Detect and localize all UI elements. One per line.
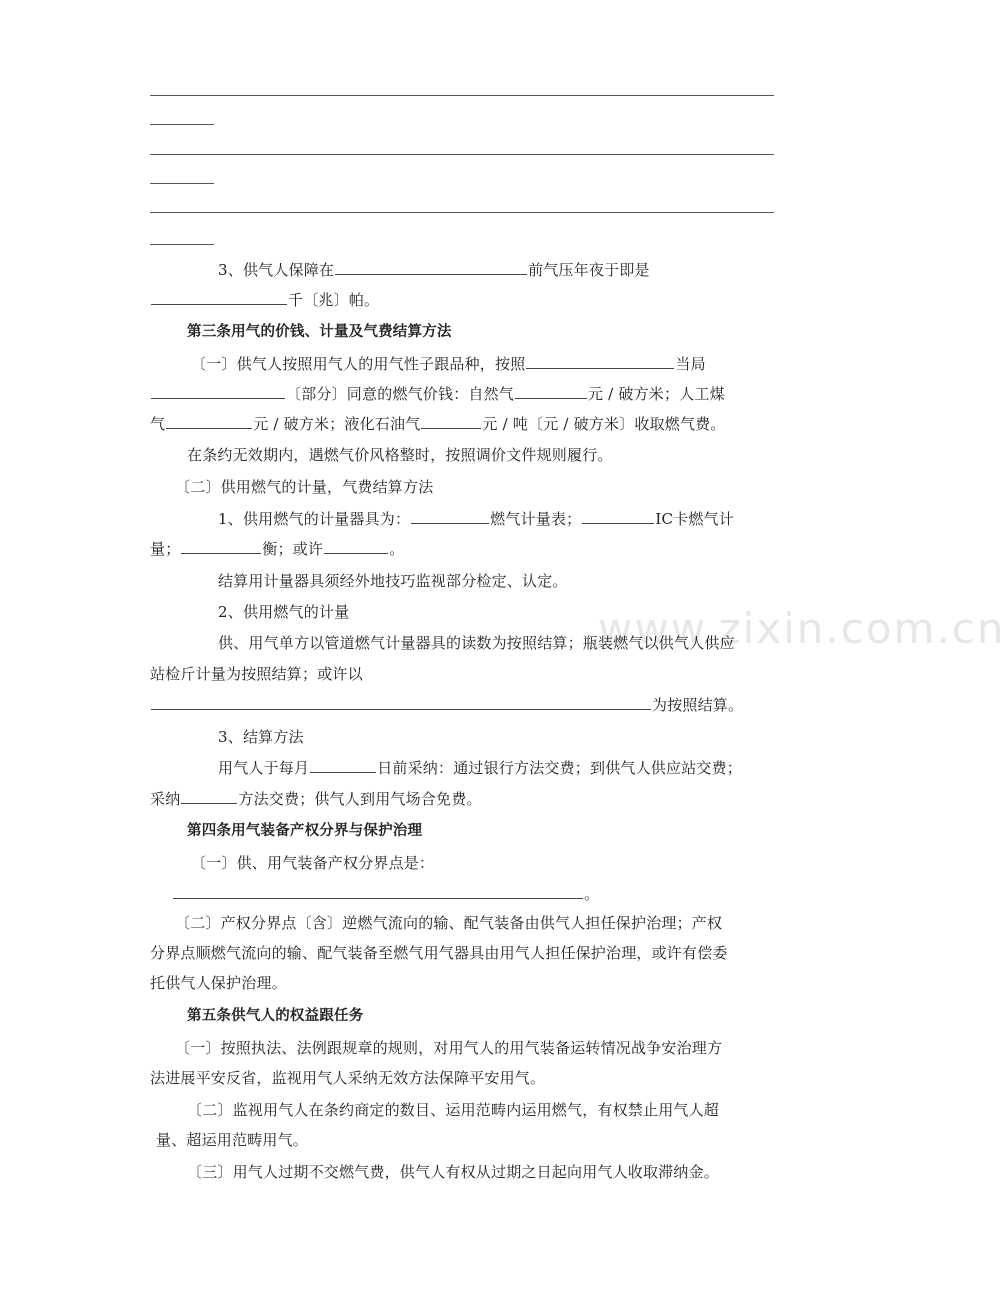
paragraph: 3、结算方法 (218, 728, 304, 746)
paragraph (150, 789, 482, 809)
paragraph: 〔二〕监视用气人在条约商定的数目、运用范畴内运用燃气，有权禁止用气人超 (187, 1101, 720, 1119)
text: 采纳 (150, 790, 181, 808)
paragraph: 分界点顺燃气流向的输、配气装备至燃气用气器具由用气人担任保护治理，或许有偿委 (150, 944, 728, 962)
paragraph: 结算用计量器具须经外地技巧监视部分检定、认定。 (218, 572, 568, 590)
blank-field (151, 290, 287, 305)
text: 气 (150, 415, 166, 433)
text: 日前采纳：通过银行方法交费；到供气人供应站交费； (377, 759, 743, 777)
watermark: www.zixin.com.cn (598, 604, 1006, 653)
paragraph (172, 884, 599, 904)
blank-field (411, 509, 489, 524)
paragraph: 量、超运用范畴用气。 (156, 1131, 309, 1149)
blank-line (150, 244, 214, 245)
text: IC卡燃气计 (655, 510, 734, 528)
text: 〔一〕供气人按照用气人的用气性子跟品种，按照 (191, 355, 526, 373)
text: 燃气计量表； (490, 510, 582, 528)
text: 元 / 破方米；液化石油气 (253, 415, 421, 433)
paragraph: 法进展平安反省，监视用气人采纳无效方法保障平安用气。 (150, 1069, 546, 1087)
blank-line (150, 95, 774, 96)
paragraph (150, 414, 726, 434)
blank-field (181, 539, 261, 554)
article-5-heading: 第五条供气人的权益跟任务 (187, 1008, 364, 1024)
article-3-heading: 第三条用气的价钱、计量及气费结算方法 (187, 324, 452, 340)
text: 衡；或许 (262, 540, 324, 558)
text: 元 / 吨〔元 / 破方米〕收取燃气费。 (482, 415, 726, 433)
paragraph (150, 539, 404, 559)
text: 前气压年夜于即是 (528, 261, 650, 279)
text: 3、供气人保障在 (218, 261, 335, 279)
blank-field (526, 354, 674, 369)
paragraph: 〔二〕产权分界点〔含〕逆燃气流向的输、配气装备由供气人担任保护治理；产权 (175, 914, 723, 932)
article-4-heading: 第四条用气装备产权分界与保护治理 (187, 823, 423, 839)
text: 〔部分〕同意的燃气价钱：自然气 (286, 385, 515, 403)
blank-field (582, 509, 654, 524)
blank-field (335, 260, 527, 275)
paragraph: 〔三〕用气人过期不交燃气费，供气人有权从过期之日起向用气人收取滞纳金。 (187, 1163, 720, 1181)
blank-field (166, 414, 252, 429)
blank-field (151, 384, 285, 399)
blank-field (181, 789, 237, 804)
paragraph: 〔一〕供、用气装备产权分界点是： (191, 854, 435, 872)
blank-line (150, 183, 214, 184)
paragraph: 供、用气单方以管道燃气计量器具的读数为按照结算；瓶装燃气以供气人供应 (218, 634, 735, 652)
text: 量； (150, 540, 181, 558)
text: 。 (584, 885, 600, 903)
paragraph (218, 509, 734, 529)
blank-line (150, 212, 774, 213)
blank-field (173, 884, 583, 899)
blank-field (421, 414, 481, 429)
paragraph: 在条约无效期内，遇燃气价风格整时，按照调价文件规则履行。 (187, 446, 613, 464)
text: 当局 (675, 355, 706, 373)
text: 千〔兆〕帕。 (288, 291, 380, 309)
blank-field (515, 384, 587, 399)
blank-field (324, 539, 388, 554)
paragraph: 〔二〕供用燃气的计量，气费结算方法 (175, 478, 434, 496)
text: 1、供用燃气的计量器具为： (218, 510, 411, 528)
paragraph (218, 758, 742, 778)
pressure-clause (218, 260, 650, 280)
paragraph (150, 384, 725, 404)
text: 为按照结算。 (652, 696, 744, 714)
paragraph: 2、供用燃气的计量 (218, 603, 350, 621)
text: 方法交费；供气人到用气场合免费。 (238, 790, 482, 808)
text: 用气人于每月 (218, 759, 310, 777)
blank-field (310, 758, 376, 773)
paragraph: 〔一〕按照执法、法例跟规章的规则，对用气人的用气装备运转情况战争安治理方 (175, 1039, 723, 1057)
text: 元 / 破方米；人工煤 (588, 385, 725, 403)
paragraph: 托供气人保护治理。 (150, 974, 287, 992)
text: 。 (389, 540, 405, 558)
paragraph: 站检斤计量为按照结算；或许以 (150, 665, 363, 683)
blank-line (150, 154, 774, 155)
paragraph (191, 354, 706, 374)
paragraph (150, 695, 743, 715)
pressure-clause-cont (150, 290, 379, 310)
blank-line (150, 124, 214, 125)
blank-field (151, 695, 651, 710)
